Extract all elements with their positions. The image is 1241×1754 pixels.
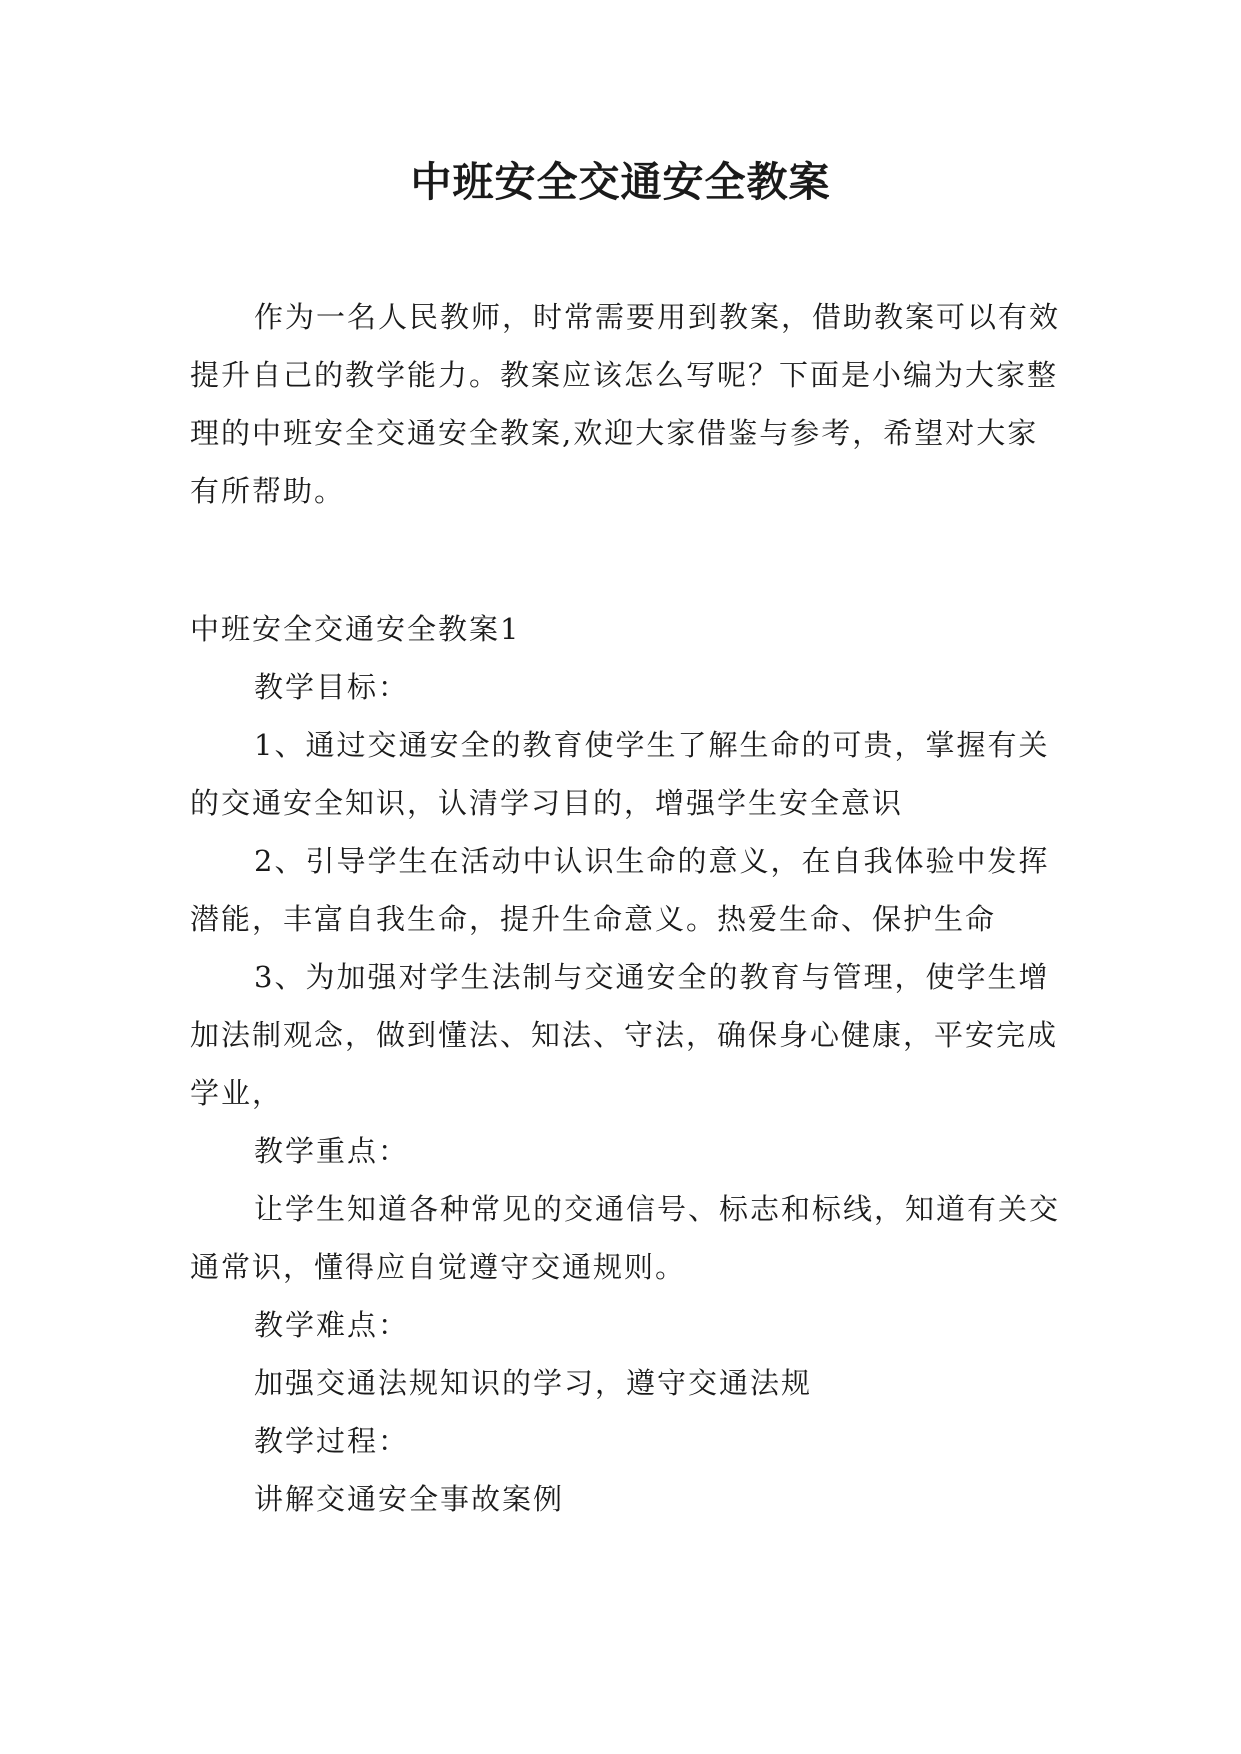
goal-item-2: 2、引导学生在活动中认识生命的意义，在自我体验中发挥潜能，丰富自我生命，提升生命意义。热爱生命、保护生命 (190, 844, 1050, 936)
intro-paragraph: 作为一名人民教师，时常需要用到教案，借助教案可以有效提升自己的教学能力。教案应该怎么写呢？下面是小编为大家整理的中班安全交通安全教案,欢迎大家借鉴与参考，希望对大家有所帮助。 (190, 300, 1061, 508)
teaching-focus-text: 让学生知道各种常见的交通信号、标志和标线，知道有关交通常识，懂得应自觉遵守交通规则。 (190, 1192, 1061, 1284)
document-title: 中班安全交通安全教案 (410, 158, 831, 206)
teaching-process-text: 讲解交通安全事故案例 (254, 1482, 565, 1516)
paragraph-gap (190, 520, 1060, 600)
label-teaching-difficulty: 教学难点： (254, 1308, 410, 1342)
section-heading: 中班安全交通安全教案1 (190, 612, 521, 646)
label-teaching-process: 教学过程： (254, 1424, 410, 1458)
teaching-difficulty-text: 加强交通法规知识的学习，遵守交通法规 (254, 1366, 813, 1400)
document-body (190, 288, 1060, 1528)
goal-item-1: 1、通过交通安全的教育使学生了解生命的可贵，掌握有关的交通安全知识，认清学习目的，增强学生安全意识 (190, 728, 1050, 820)
goal-item-3: 3、为加强对学生法制与交通安全的教育与管理，使学生增加法制观念，做到懂法、知法、守法，确保身心健康，平安完成学业， (190, 960, 1059, 1110)
label-teaching-focus: 教学重点： (254, 1134, 410, 1168)
label-teaching-goals: 教学目标： (254, 670, 410, 704)
